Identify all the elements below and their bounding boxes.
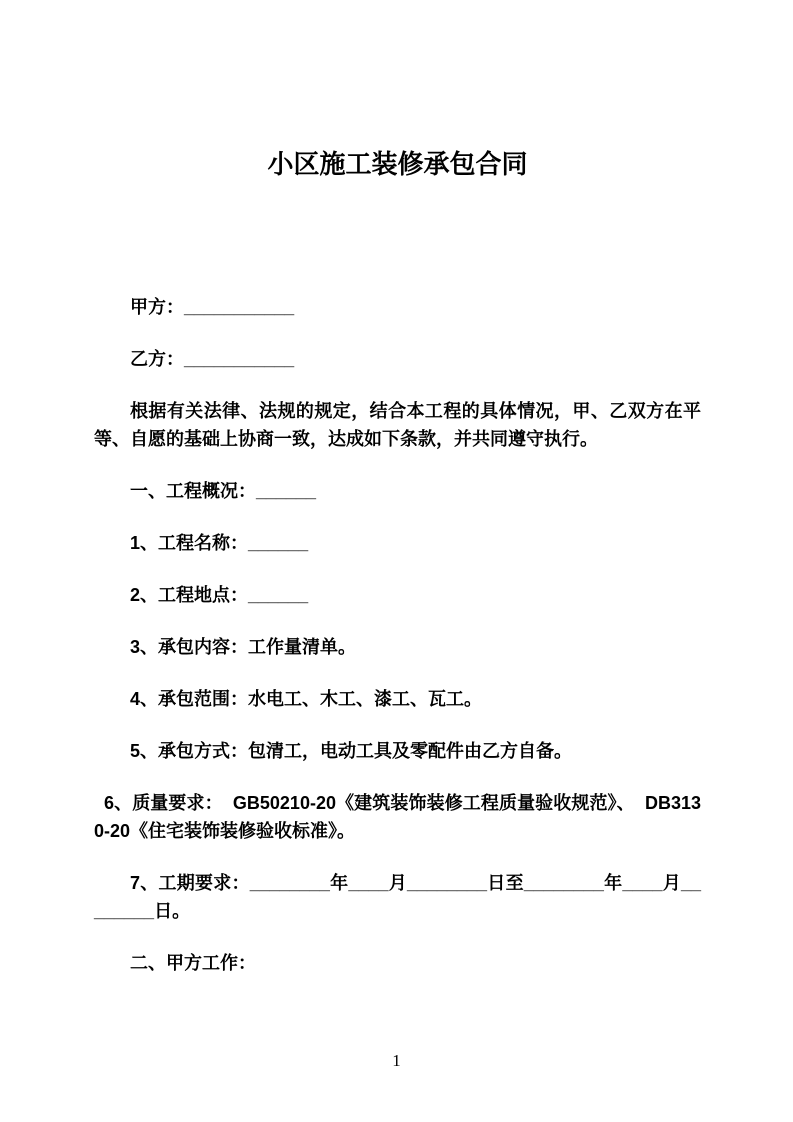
document-body [94,293,701,977]
page-number: 1 [392,1051,401,1070]
clause-3-contract-content: 3、承包内容：工作量清单。 [130,637,357,657]
clause-2-project-location: 2、工程地点：______ [130,585,309,605]
preamble-paragraph: 根据有关法律、法规的规定，结合本工程的具体情况，甲、乙双方在平等、自愿的基础上协商一致，达成如下条款，并共同遵守执行。 [94,401,701,449]
clause-1-project-name: 1、工程名称：______ [130,533,309,553]
section-1-heading: 一、工程概况：______ [130,481,317,501]
party-a-line: 甲方：___________ [130,297,295,317]
clause-4-contract-scope: 4、承包范围：水电工、木工、漆工、瓦工。 [130,689,483,709]
clause-7-schedule-requirement: 7、工期要求：________年____月________日至________年____月________日。 [94,873,701,921]
document-title: 小区施工装修承包合同 [267,149,528,179]
section-2-heading: 二、甲方工作： [130,953,256,973]
party-b-line: 乙方：___________ [130,349,295,369]
clause-5-contract-method: 5、承包方式：包清工，电动工具及零配件由乙方自备。 [130,741,573,761]
clause-6-quality-requirement: 6、质量要求： GB50210-20《建筑装饰装修工程质量验收规范》、 DB3130-20《住宅装饰装修验收标准》。 [94,793,701,841]
